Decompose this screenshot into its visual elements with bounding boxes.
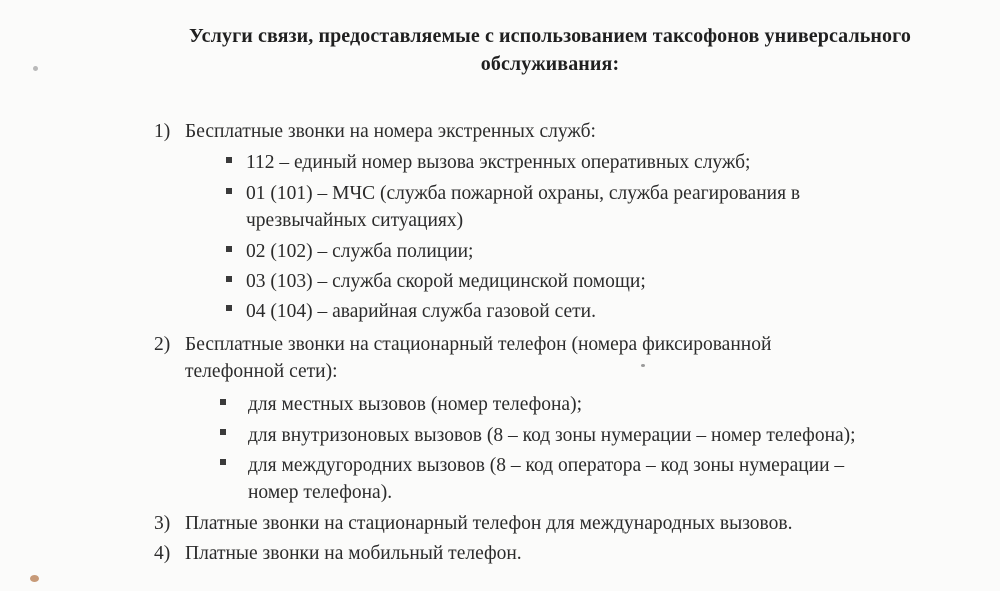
list-item-text: Бесплатные звонки на номера экстренных служб:	[185, 121, 596, 142]
title-line-2: обслуживания:	[480, 53, 620, 75]
bullet-square-icon	[226, 157, 232, 163]
sublist-item-text-continued: чрезвычайных ситуациях)	[246, 210, 464, 231]
sublist-item-text: для местных вызовов (номер телефона);	[248, 394, 582, 415]
sublist-item-text: для междугородних вызовов (8 – код оператора – код зоны нумерации –	[248, 455, 845, 476]
sublist-item-text: 112 – единый номер вызова экстренных оперативных служб;	[246, 152, 751, 173]
list-item-number: 3)	[154, 513, 171, 534]
bullet-square-icon	[226, 188, 232, 194]
bullet-square-icon	[220, 459, 226, 465]
bullet-square-icon	[226, 276, 232, 282]
list-item-number: 2)	[154, 334, 171, 355]
list-item-text: Платные звонки на стационарный телефон для международных вызовов.	[185, 513, 793, 534]
list-item-text-continued: телефонной сети):	[185, 361, 338, 382]
title-line-1: Услуги связи, предоставляемые с использованием таксофонов универсального	[189, 25, 911, 47]
sublist-item-text: для внутризоновых вызовов (8 – код зоны нумерации – номер телефона);	[248, 425, 856, 446]
scan-speck	[641, 364, 645, 367]
bullet-square-icon	[226, 305, 232, 311]
bullet-square-icon	[226, 246, 232, 252]
list-item-number: 4)	[154, 543, 171, 564]
bullet-square-icon	[220, 399, 226, 405]
sublist-item-text: 04 (104) – аварийная служба газовой сети.	[246, 301, 596, 322]
document-title	[100, 22, 1000, 78]
scan-speck	[30, 575, 39, 582]
sublist-item-text: 03 (103) – служба скорой медицинской помощи;	[246, 271, 646, 292]
bullet-square-icon	[220, 429, 226, 435]
list-item-text: Платные звонки на мобильный телефон.	[185, 543, 522, 564]
list-item-text: Бесплатные звонки на стационарный телефон (номера фиксированной	[185, 334, 772, 355]
scan-speck	[33, 66, 38, 71]
sublist-item-text: 02 (102) – служба полиции;	[246, 241, 474, 262]
sublist-item-text: 01 (101) – МЧС (служба пожарной охраны, служба реагирования в	[246, 183, 801, 204]
sublist-item-text-continued: номер телефона).	[248, 482, 393, 503]
list-item-number: 1)	[154, 121, 171, 142]
